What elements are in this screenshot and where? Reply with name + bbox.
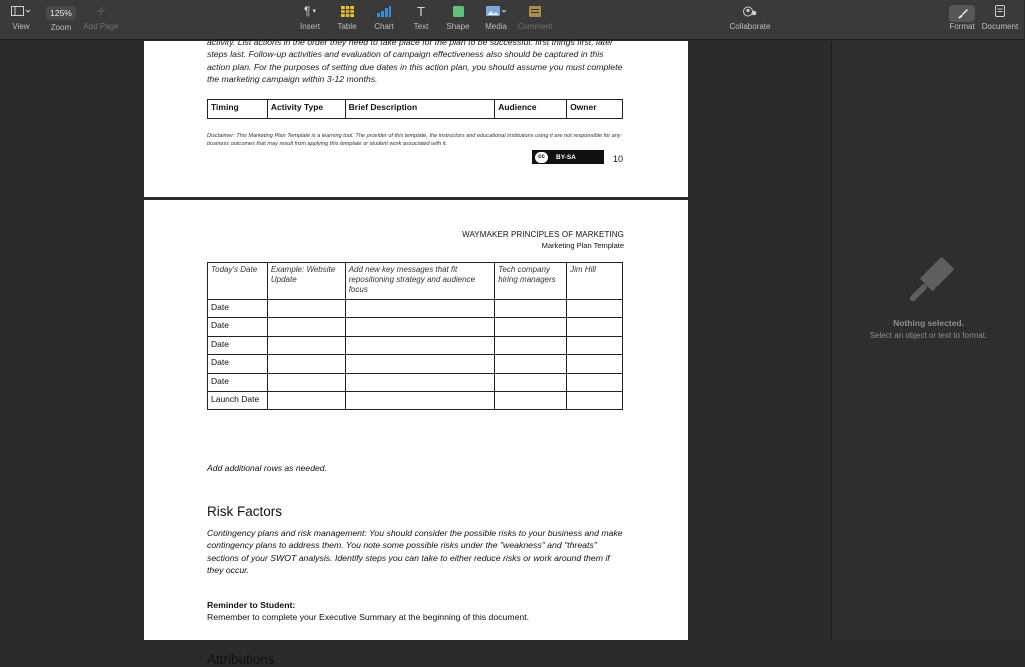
paintbrush-icon	[949, 0, 975, 22]
page-header	[462, 229, 624, 251]
shape-icon	[453, 0, 464, 22]
table-row[interactable]	[208, 318, 623, 336]
table-cell[interactable]	[267, 373, 345, 391]
action-plan-intro[interactable]: activity. List actions in the order they need to take place for the plan to be successful: first things first, later steps last. Follow-up activities and evaluation of campaign effectiveness also should be captured in this action plan. For the purposes of setting due dates in this action plan, you should assume you must complete the marketing campaign within 3-12 months.	[207, 37, 623, 84]
document-page[interactable]	[144, 37, 688, 197]
table-cell[interactable]	[567, 318, 623, 336]
media-icon	[486, 0, 506, 22]
collaborate-button[interactable]	[724, 0, 776, 40]
table-label: Table	[337, 22, 357, 31]
cc-icon: cc	[535, 152, 548, 163]
reminder-title[interactable]: Reminder to Student:	[207, 600, 296, 610]
table-cell[interactable]: Add new key messages that fit repositioning strategy and audience focus	[345, 263, 495, 300]
table-row[interactable]	[208, 355, 623, 373]
zoom-control[interactable]	[44, 0, 78, 40]
table-cell[interactable]: Date	[208, 300, 268, 318]
table-cell[interactable]: Launch Date	[208, 391, 268, 409]
table-cell[interactable]	[495, 355, 567, 373]
header-activity-type[interactable]: Activity Type	[267, 100, 345, 119]
table-cell[interactable]: Date	[208, 373, 268, 391]
collaborate-label: Collaborate	[729, 22, 771, 31]
collaborate-icon	[742, 0, 758, 22]
risk-factors-body[interactable]: Contingency plans and risk management: You should consider the possible risks to your business and make contingency plans to address them. You note some possible risks under the "weakness" and "threats" sections of your SWOT analysis. Identify steps you can take to either reduce risks or work around them if they occur.	[207, 528, 623, 575]
zoom-label: Zoom	[50, 23, 72, 32]
header-brief-description[interactable]: Brief Description	[345, 100, 495, 119]
paragraph-icon: ¶ ▾	[304, 4, 316, 18]
table-cell[interactable]: Date	[208, 318, 268, 336]
sidebar-icon	[11, 0, 31, 22]
comment-label: Comment	[517, 22, 553, 31]
table-cell[interactable]	[345, 355, 495, 373]
table-icon	[341, 0, 354, 22]
license-text: BY-SA	[556, 153, 576, 161]
document-icon	[995, 0, 1005, 22]
chart-icon	[377, 0, 391, 22]
cc-license-badge	[532, 150, 604, 164]
header-audience[interactable]: Audience	[495, 100, 567, 119]
table-cell[interactable]	[267, 300, 345, 318]
table-cell[interactable]	[267, 336, 345, 354]
table-cell[interactable]	[567, 391, 623, 409]
add-page-label: Add Page	[83, 22, 119, 31]
action-plan-grid[interactable]	[207, 262, 623, 410]
table-row[interactable]	[208, 391, 623, 409]
header-owner[interactable]: Owner	[567, 100, 623, 119]
table-cell[interactable]	[345, 391, 495, 409]
table-cell[interactable]	[567, 300, 623, 318]
table-row[interactable]	[208, 263, 623, 300]
page-number: 10	[613, 154, 624, 164]
table-cell[interactable]	[345, 300, 495, 318]
comment-button[interactable]	[516, 0, 554, 40]
table-row[interactable]	[208, 300, 623, 318]
text-icon: T	[417, 3, 425, 19]
document-page[interactable]	[144, 200, 688, 667]
table-button[interactable]	[334, 0, 360, 40]
table-cell[interactable]	[495, 336, 567, 354]
table-row[interactable]	[208, 336, 623, 354]
action-plan-table[interactable]	[207, 99, 623, 119]
media-label: Media	[485, 22, 507, 31]
view-label: View	[12, 22, 30, 31]
document-button[interactable]	[980, 0, 1020, 40]
table-cell[interactable]: Date	[208, 336, 268, 354]
format-inspector	[831, 41, 1024, 640]
format-label: Format	[949, 22, 975, 31]
table-cell[interactable]	[267, 318, 345, 336]
risk-factors-heading[interactable]: Risk Factors	[207, 504, 283, 519]
attributions-heading[interactable]: Attributions	[207, 652, 275, 667]
table-cell[interactable]: Date	[208, 355, 268, 373]
add-page-icon	[95, 0, 107, 22]
document-canvas[interactable]	[0, 37, 831, 667]
nothing-selected-title: Nothing selected.	[893, 318, 964, 328]
table-cell[interactable]	[495, 300, 567, 318]
table-cell[interactable]	[267, 355, 345, 373]
chart-label: Chart	[374, 22, 394, 31]
table-cell[interactable]	[567, 355, 623, 373]
table-cell[interactable]	[495, 318, 567, 336]
shape-button[interactable]	[444, 0, 472, 40]
disclaimer-text[interactable]: Disclaimer: This Marketing Plan Template is a learning tool. The provider of this template, the instructors and educational institutions using it are not responsible for any business outcomes that may result from applying this template or student work associated with it.	[207, 133, 621, 147]
table-row[interactable]	[208, 373, 623, 391]
toolbar	[0, 0, 1024, 40]
add-page-button[interactable]	[82, 0, 120, 40]
text-label: Text	[413, 22, 429, 31]
brand-subtitle: Marketing Plan Template	[541, 241, 624, 250]
table-cell[interactable]	[267, 391, 345, 409]
text-button[interactable]	[408, 0, 434, 40]
table-cell[interactable]: Tech company hiring managers	[495, 263, 567, 300]
table-cell[interactable]	[567, 373, 623, 391]
nothing-selected-subtitle: Select an object or text to format.	[869, 331, 988, 340]
table-cell[interactable]	[495, 391, 567, 409]
reminder-body[interactable]: Remember to complete your Executive Summary at the beginning of this document.	[207, 612, 530, 622]
brand-title: WAYMAKER PRINCIPLES OF MARKETING	[462, 230, 624, 239]
header-timing[interactable]: Timing	[208, 100, 268, 119]
media-button[interactable]	[482, 0, 510, 40]
paintbrush-icon	[898, 251, 960, 313]
add-rows-note[interactable]: Add additional rows as needed.	[207, 463, 327, 473]
insert-label: Insert	[299, 22, 320, 31]
table-cell[interactable]	[345, 373, 495, 391]
table-cell[interactable]: Today's Date	[208, 263, 268, 300]
table-cell[interactable]: Example: Website Update	[267, 263, 345, 300]
comment-icon	[529, 0, 541, 22]
shape-label: Shape	[446, 22, 470, 31]
table-cell[interactable]	[345, 318, 495, 336]
table-cell[interactable]	[567, 336, 623, 354]
document-label: Document	[981, 22, 1019, 31]
chart-button[interactable]	[370, 0, 398, 40]
table-cell[interactable]	[345, 336, 495, 354]
zoom-value[interactable]: 125%	[46, 6, 76, 20]
table-cell[interactable]: Jim Hill	[567, 263, 623, 300]
view-button[interactable]	[6, 0, 36, 40]
format-button[interactable]	[946, 0, 978, 40]
table-cell[interactable]	[495, 373, 567, 391]
insert-button[interactable]	[296, 0, 324, 40]
